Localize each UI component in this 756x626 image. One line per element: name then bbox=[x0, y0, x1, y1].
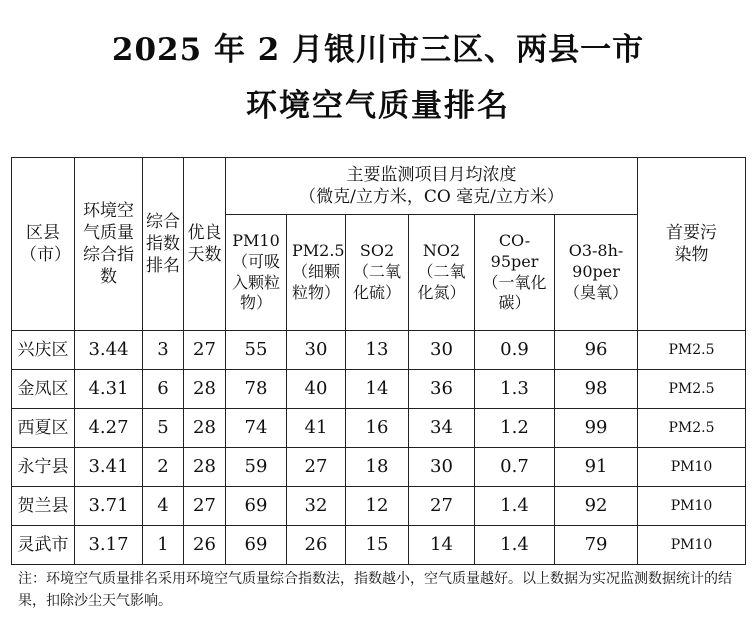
cell-no2: 36 bbox=[409, 370, 475, 409]
cell-o3: 99 bbox=[555, 409, 638, 448]
cell-pm25: 26 bbox=[287, 526, 346, 565]
cell-co: 1.4 bbox=[475, 487, 555, 526]
cell-so2: 12 bbox=[346, 487, 409, 526]
cell-district: 灵武市 bbox=[12, 526, 75, 565]
cell-pm25: 27 bbox=[287, 448, 346, 487]
cell-co: 1.2 bbox=[475, 409, 555, 448]
header-o3: O3-8h-90per（臭氧） bbox=[555, 215, 638, 331]
cell-district: 贺兰县 bbox=[12, 487, 75, 526]
cell-aqi-index: 3.44 bbox=[75, 331, 143, 370]
table-row bbox=[12, 409, 746, 448]
header-aqi-index: 环境空气质量综合指数 bbox=[75, 158, 143, 331]
cell-aqi-index: 3.41 bbox=[75, 448, 143, 487]
table-row bbox=[12, 448, 746, 487]
cell-no2: 34 bbox=[409, 409, 475, 448]
cell-o3: 98 bbox=[555, 370, 638, 409]
cell-district: 永宁县 bbox=[12, 448, 75, 487]
cell-pm10: 69 bbox=[226, 526, 287, 565]
cell-good-days: 28 bbox=[184, 448, 226, 487]
cell-rank: 4 bbox=[143, 487, 184, 526]
cell-pm10: 69 bbox=[226, 487, 287, 526]
cell-aqi-index: 3.71 bbox=[75, 487, 143, 526]
table-row bbox=[12, 370, 746, 409]
table-row bbox=[12, 331, 746, 370]
cell-no2: 30 bbox=[409, 331, 475, 370]
cell-primary-pollutant: PM2.5 bbox=[638, 409, 746, 448]
ranking-table bbox=[11, 157, 746, 565]
cell-o3: 91 bbox=[555, 448, 638, 487]
cell-rank: 2 bbox=[143, 448, 184, 487]
header-row-1 bbox=[12, 158, 746, 215]
page-subtitle: 环境空气质量排名 bbox=[246, 88, 510, 124]
header-district: 区县（市） bbox=[12, 158, 75, 331]
cell-pm10: 55 bbox=[226, 331, 287, 370]
cell-primary-pollutant: PM10 bbox=[638, 487, 746, 526]
cell-pm25: 32 bbox=[287, 487, 346, 526]
cell-o3: 96 bbox=[555, 331, 638, 370]
cell-district: 兴庆区 bbox=[12, 331, 75, 370]
table-row bbox=[12, 526, 746, 565]
cell-good-days: 27 bbox=[184, 331, 226, 370]
cell-rank: 3 bbox=[143, 331, 184, 370]
cell-aqi-index: 3.17 bbox=[75, 526, 143, 565]
header-primary-pollutant: 首要污染物 bbox=[638, 158, 746, 331]
cell-good-days: 27 bbox=[184, 487, 226, 526]
cell-no2: 14 bbox=[409, 526, 475, 565]
header-main-group-title: 主要监测项目月均浓度 bbox=[346, 164, 517, 185]
cell-primary-pollutant: PM10 bbox=[638, 448, 746, 487]
cell-pm25: 41 bbox=[287, 409, 346, 448]
cell-aqi-index: 4.27 bbox=[75, 409, 143, 448]
cell-no2: 30 bbox=[409, 448, 475, 487]
cell-primary-pollutant: PM2.5 bbox=[638, 331, 746, 370]
cell-aqi-index: 4.31 bbox=[75, 370, 143, 409]
cell-district: 西夏区 bbox=[12, 409, 75, 448]
header-no2: NO2（二氧化氮） bbox=[409, 215, 475, 331]
footnote: 注：环境空气质量排名采用环境空气质量综合指数法，指数越小，空气质量越好。以上数据为实况监测数据统计的结果，扣除沙尘天气影响。 bbox=[18, 571, 732, 609]
cell-good-days: 28 bbox=[184, 409, 226, 448]
cell-so2: 13 bbox=[346, 331, 409, 370]
header-good-days: 优良天数 bbox=[184, 158, 226, 331]
cell-primary-pollutant: PM2.5 bbox=[638, 370, 746, 409]
cell-co: 0.7 bbox=[475, 448, 555, 487]
cell-good-days: 28 bbox=[184, 370, 226, 409]
header-main-group-units: （微克/立方米，CO 毫克/立方米） bbox=[299, 187, 564, 207]
table-row bbox=[12, 487, 746, 526]
header-main-group bbox=[226, 158, 638, 215]
cell-pm10: 59 bbox=[226, 448, 287, 487]
cell-co: 1.3 bbox=[475, 370, 555, 409]
cell-so2: 16 bbox=[346, 409, 409, 448]
cell-so2: 14 bbox=[346, 370, 409, 409]
page-title: 2025 年 2 月银川市三区、两县一市 bbox=[111, 32, 645, 68]
cell-o3: 79 bbox=[555, 526, 638, 565]
cell-co: 0.9 bbox=[475, 331, 555, 370]
cell-rank: 6 bbox=[143, 370, 184, 409]
cell-no2: 27 bbox=[409, 487, 475, 526]
header-co: CO-95per（一氧化碳） bbox=[475, 215, 555, 331]
cell-o3: 92 bbox=[555, 487, 638, 526]
cell-good-days: 26 bbox=[184, 526, 226, 565]
cell-pm25: 30 bbox=[287, 331, 346, 370]
header-pm25: PM2.5（细颗粒物） bbox=[287, 215, 346, 331]
cell-pm25: 40 bbox=[287, 370, 346, 409]
header-rank: 综合指数排名 bbox=[143, 158, 184, 331]
cell-so2: 18 bbox=[346, 448, 409, 487]
table-body bbox=[12, 331, 746, 565]
cell-rank: 1 bbox=[143, 526, 184, 565]
cell-rank: 5 bbox=[143, 409, 184, 448]
cell-so2: 15 bbox=[346, 526, 409, 565]
cell-primary-pollutant: PM10 bbox=[638, 526, 746, 565]
header-so2: SO2（二氧化硫） bbox=[346, 215, 409, 331]
header-pm10: PM10（可吸入颗粒物） bbox=[226, 215, 287, 331]
cell-co: 1.4 bbox=[475, 526, 555, 565]
cell-pm10: 74 bbox=[226, 409, 287, 448]
cell-pm10: 78 bbox=[226, 370, 287, 409]
cell-district: 金凤区 bbox=[12, 370, 75, 409]
